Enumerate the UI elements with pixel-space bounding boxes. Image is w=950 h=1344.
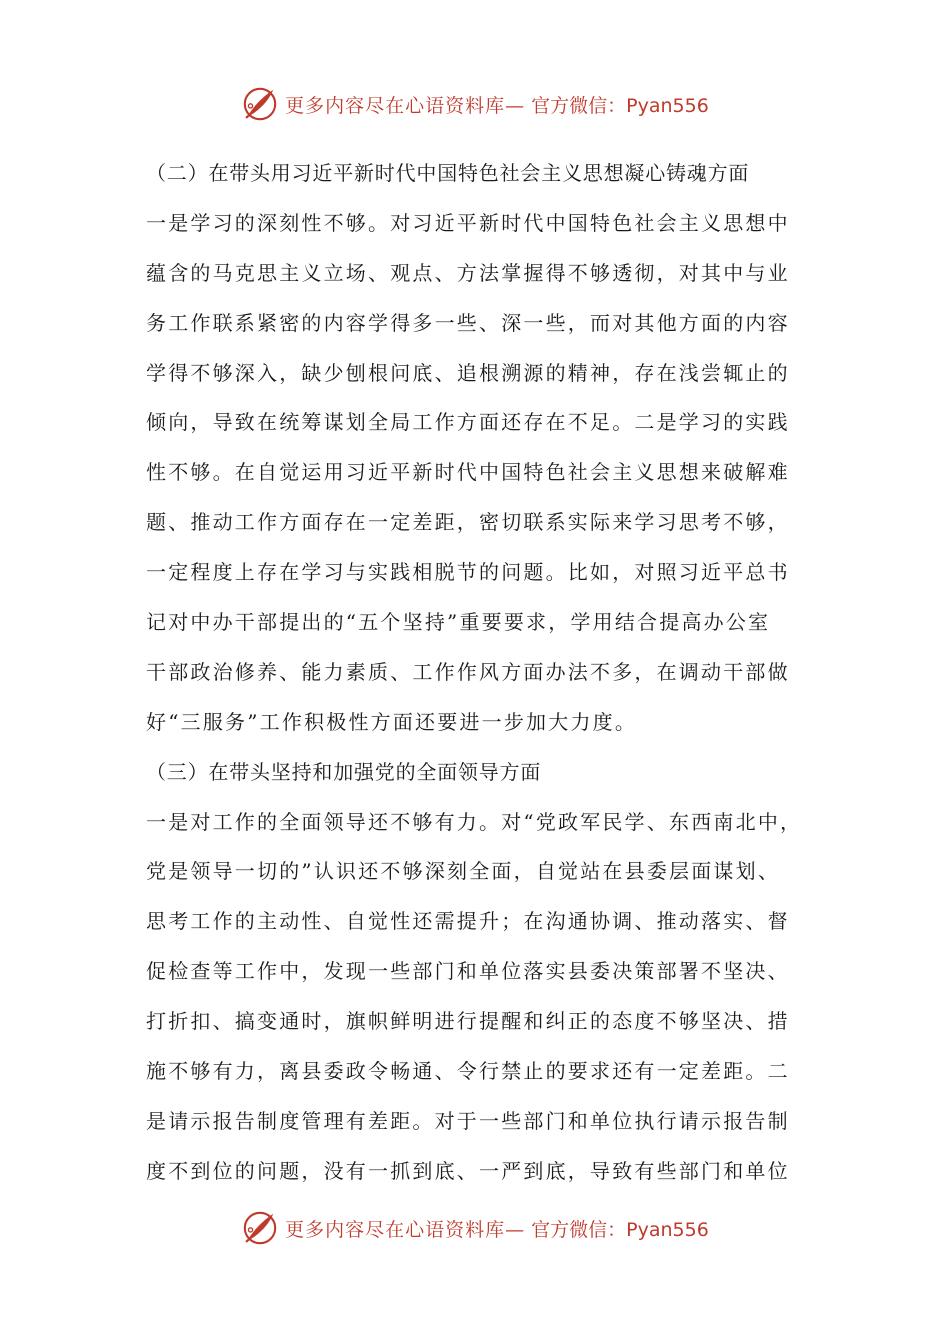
header-banner <box>0 82 950 126</box>
banner-wechat-text: 官方微信：Pyan556 <box>531 1218 709 1241</box>
section-heading-2: （二）在带头用习近平新时代中国特色社会主义思想凝心铸魂方面 <box>146 161 750 185</box>
text-line: 记对中办干部提出的“五个坚持”重要要求，学用结合提高办公室 <box>146 610 771 635</box>
document-body <box>146 149 810 1197</box>
quill-logo-icon <box>241 85 279 123</box>
text-line: 是请示报告制度管理有差距。对于一些部门和单位执行请示报告制 <box>146 1108 790 1133</box>
banner-wechat-text: 官方微信：Pyan556 <box>531 94 709 117</box>
quill-logo-icon <box>241 1209 279 1247</box>
banner-main-text: 更多内容尽在心语资料库— <box>285 94 526 117</box>
text-line: 打折扣、搞变通时，旗帜鲜明进行提醒和纠正的态度不够坚决、措 <box>146 1009 790 1034</box>
text-line: 务工作联系紧密的内容学得多一些、深一些，而对其他方面的内容 <box>146 310 790 335</box>
text-line: 一是学习的深刻性不够。对习近平新时代中国特色社会主义思想中 <box>146 210 790 235</box>
banner-main-text: 更多内容尽在心语资料库— <box>285 1218 526 1241</box>
footer-banner <box>0 1206 950 1250</box>
text-line: 一是对工作的全面领导还不够有力。对“党政军民学、东西南北中， <box>146 809 803 834</box>
text-line: 促检查等工作中，发现一些部门和单位落实县委决策部署不坚决、 <box>146 959 790 984</box>
text-line: 施不够有力，离县委政令畅通、令行禁止的要求还有一定差距。二 <box>146 1059 790 1084</box>
text-line: 好“三服务”工作积极性方面还要进一步加大力度。 <box>146 709 638 734</box>
text-line: 干部政治修养、能力素质、工作作风方面办法不多，在调动干部做 <box>146 659 790 684</box>
text-line: 蕴含的马克思主义立场、观点、方法掌握得不够透彻，对其中与业 <box>146 260 790 285</box>
text-line: 倾向，导致在统筹谋划全局工作方面还存在不足。二是学习的实践 <box>146 410 790 435</box>
text-line: 党是领导一切的”认识还不够深刻全面，自觉站在县委层面谋划、 <box>146 859 781 884</box>
text-line: 思考工作的主动性、自觉性还需提升；在沟通协调、推动落实、督 <box>146 909 790 934</box>
text-line: 度不到位的问题，没有一抓到底、一严到底，导致有些部门和单位 <box>146 1158 790 1183</box>
text-line: 题、推动工作方面存在一定差距，密切联系实际来学习思考不够， <box>146 510 790 535</box>
text-line: 性不够。在自觉运用习近平新时代中国特色社会主义思想来破解难 <box>146 460 790 485</box>
text-line: 学得不够深入，缺少刨根问底、追根溯源的精神，存在浅尝辄止的 <box>146 360 790 385</box>
section-heading-3: （三）在带头坚持和加强党的全面领导方面 <box>146 759 542 784</box>
text-line: 一定程度上存在学习与实践相脱节的问题。比如，对照习近平总书 <box>146 560 790 585</box>
